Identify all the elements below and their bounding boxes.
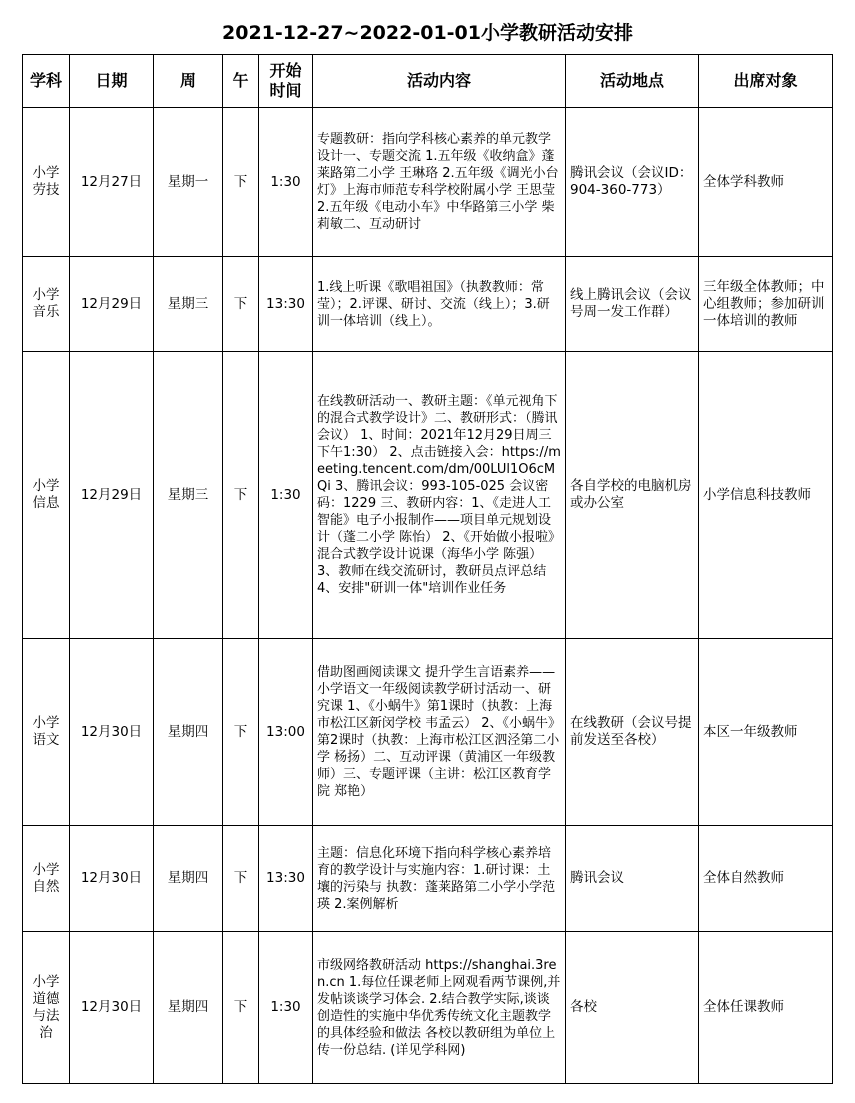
row-date: 12月30日: [70, 639, 154, 826]
row-content: 借助图画阅读课文 提升学生言语素养——小学语文一年级阅读教学研讨活动一、研究课 1、《小蜗牛》第1课时（执教：上海市松江区新闵学校 韦孟云） 2、《小蜗牛》第2课时（执教：上海市松江区泗泾第二小学 杨扬）二、互动评课（黄浦区一年级教师）三、专题评课（主讲：松江区教育学院 郑艳）: [313, 639, 566, 826]
row-weekday: 星期四: [154, 639, 223, 826]
row-location: 各自学校的电脑机房或办公室: [566, 352, 699, 639]
row-content: 专题教研：指向学科核心素养的单元教学设计一、专题交流 1.五年级《收纳盒》蓬莱路第二小学 王琳珞 2.五年级《调光小台灯》上海市师范专科学校附属小学 王思莹 2.五年级《电动小车》中华路第三小学 柴莉敏二、互动研讨: [313, 108, 566, 257]
row-date: 12月29日: [70, 257, 154, 352]
table-row: [23, 826, 833, 932]
row-content: 在线教研活动一、教研主题：《单元视角下的混合式教学设计》二、教研形式：（腾讯会议） 1、时间：2021年12月29日周三下午1:30） 2、点击链接入会：https://meeting.tencent.com/dm/00LUl1O6cMQi 3、腾讯会议：993-105-025 会议密码：1229 三、教研内容：1、《走进人工智能》电子小报制作——项目单元规划设计（蓬二小学 陈怡） 2、《开始做小报啦》混合式教学设计说课（海华小学 陈强） 3、教师在线交流研讨，教研员点评总结 4、安排"研训一体"培训作业任务: [313, 352, 566, 639]
row-location: 线上腾讯会议（会议号周一发工作群）: [566, 257, 699, 352]
row-date: 12月30日: [70, 826, 154, 932]
header-location: 活动地点: [566, 55, 699, 108]
row-content: 主题：信息化环境下指向科学核心素养培育的教学设计与实施内容：1.研讨课：土壤的污染与 执教：蓬莱路第二小学小学范瑛 2.案例解析: [313, 826, 566, 932]
header-subject: 学科: [23, 55, 70, 108]
row-location: 在线教研（会议号提前发送至各校）: [566, 639, 699, 826]
row-location: 腾讯会议（会议ID：904-360-773）: [566, 108, 699, 257]
page-title: 2021-12-27~2022-01-01小学教研活动安排: [222, 22, 633, 44]
table-row: [23, 352, 833, 639]
row-subject: 小学自然: [23, 826, 70, 932]
row-audience: 全体学科教师: [699, 108, 833, 257]
row-subject: 小学道德与法治: [23, 932, 70, 1084]
header-audience: 出席对象: [699, 55, 833, 108]
row-weekday: 星期三: [154, 352, 223, 639]
row-audience: 全体任课教师: [699, 932, 833, 1084]
header-row: [23, 55, 833, 108]
row-audience: 本区一年级教师: [699, 639, 833, 826]
row-content: 1.线上听课《歌唱祖国》（执教教师：常莹）；2.评课、研讨、交流（线上）；3.研训一体培训（线上）。: [313, 257, 566, 352]
row-start-time: 13:30: [259, 257, 313, 352]
row-content: 市级网络教研活动 https://shanghai.3ren.cn 1.每位任课老师上网观看两节课例,并发帖谈谈学习体会. 2.结合教学实际,谈谈创造性的实施中华优秀传统文化主题教学的具体经验和做法 各校以教研组为单位上传一份总结. (详见学科网): [313, 932, 566, 1084]
header-content: 活动内容: [313, 55, 566, 108]
row-half-day: 下: [223, 639, 259, 826]
table-row: [23, 257, 833, 352]
row-date: 12月30日: [70, 932, 154, 1084]
row-location: 各校: [566, 932, 699, 1084]
row-weekday: 星期三: [154, 257, 223, 352]
table-row: [23, 932, 833, 1084]
row-start-time: 13:00: [259, 639, 313, 826]
table-row: [23, 639, 833, 826]
row-subject: 小学音乐: [23, 257, 70, 352]
row-date: 12月29日: [70, 352, 154, 639]
row-location: 腾讯会议: [566, 826, 699, 932]
header-half-day: 午: [223, 55, 259, 108]
row-half-day: 下: [223, 108, 259, 257]
table-row: [23, 108, 833, 257]
row-date: 12月27日: [70, 108, 154, 257]
row-weekday: 星期四: [154, 932, 223, 1084]
row-audience: 三年级全体教师；中心组教师；参加研训一体培训的教师: [699, 257, 833, 352]
row-subject: 小学信息: [23, 352, 70, 639]
row-weekday: 星期一: [154, 108, 223, 257]
row-subject: 小学劳技: [23, 108, 70, 257]
schedule-table: [22, 54, 833, 1084]
header-weekday: 周: [154, 55, 223, 108]
row-start-time: 1:30: [259, 352, 313, 639]
row-half-day: 下: [223, 352, 259, 639]
row-audience: 小学信息科技教师: [699, 352, 833, 639]
header-start-time-text: 开始 时间: [269, 61, 302, 100]
row-weekday: 星期四: [154, 826, 223, 932]
row-subject: 小学语文: [23, 639, 70, 826]
row-half-day: 下: [223, 932, 259, 1084]
row-audience: 全体自然教师: [699, 826, 833, 932]
row-start-time: 13:30: [259, 826, 313, 932]
row-start-time: 1:30: [259, 108, 313, 257]
row-half-day: 下: [223, 257, 259, 352]
header-start-time: [259, 55, 313, 108]
row-start-time: 1:30: [259, 932, 313, 1084]
header-date: 日期: [70, 55, 154, 108]
row-half-day: 下: [223, 826, 259, 932]
